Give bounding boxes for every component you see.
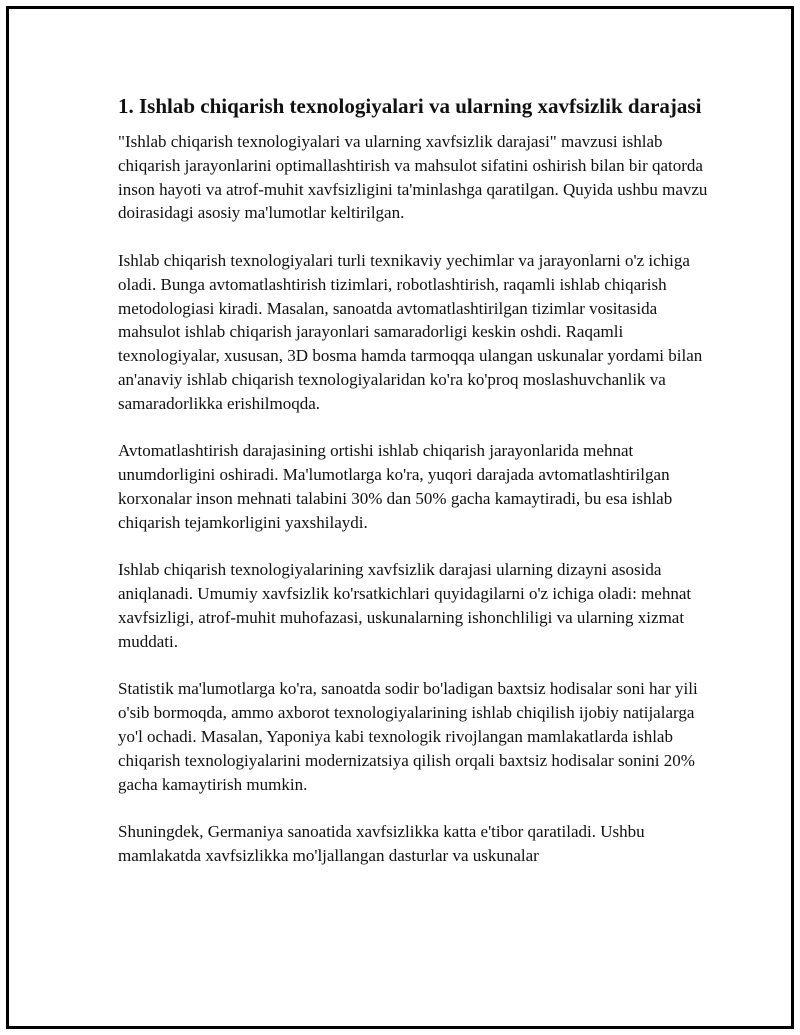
paragraph-intro: "Ishlab chiqarish texnologiyalari va ularning xavfsizlik darajasi" mavzusi ishlab chiqarish jarayonlarini optimallashtirish va mahsulot sifatini oshirish bilan bir qatorda inson hayoti va atrof-muhit xavfsizligini ta'minlashga qaratilgan. Quyida ushbu mavzu doirasidagi asosiy ma'lumotlar keltirilgan. — [118, 132, 708, 223]
paragraph-germany: Shuningdek, Germaniya sanoatida xavfsizlikka katta e'tibor qaratiladi. Ushbu mamlakatda xavfsizlikka mo'ljallangan dasturlar va uskunalar — [118, 822, 645, 865]
paragraph-safety-level: Ishlab chiqarish texnologiyalarining xavfsizlik darajasi ularning dizayni asosida aniqlanadi. Umumiy xavfsizlik ko'rsatkichlari quyidagilarni o'z ichiga oladi: mehnat xavfsizligi, atrof-muhit muhofazasi, uskunalarning ishonchliligi va ularning xizmat muddati. — [118, 560, 692, 651]
paragraph-statistics: Statistik ma'lumotlarga ko'ra, sanoatda sodir bo'ladigan baxtsiz hodisalar soni har yili o'sib bormoqda, ammo axborot texnologiyalarining ishlab chiqilish ijobiy natijalarga yo'l ochadi. Masalan, Yaponiya kabi texnologik rivojlangan mamlakatlarda ishlab chiqarish texnologiyalarini modernizatsiya qilish orqali baxtsiz hodisalar sonini 20% gacha kamaytirish mumkin. — [118, 679, 698, 794]
paragraph-automation: Avtomatlashtirish darajasining ortishi ishlab chiqarish jarayonlarida mehnat unumdorligini oshiradi. Ma'lumotlarga ko'ra, yuqori darajada avtomatlashtirilgan korxonalar inson mehnati talabini 30% dan 50% gacha kamaytiradi, bu esa ishlab chiqarish tejamkorligini yaxshilaydi. — [118, 441, 673, 532]
document-body — [118, 93, 708, 892]
section-heading: 1. Ishlab chiqarish texnologiyalari va ularning xavfsizlik darajasi — [118, 94, 702, 118]
paragraph-technologies: Ishlab chiqarish texnologiyalari turli texnikaviy yechimlar va jarayonlarni o'z ichiga oladi. Bunga avtomatlashtirish tizimlari, robotlashtirish, raqamli ishlab chiqarish metodologiasi kiradi. Masalan, sanoatda avtomatlashtirilgan tizimlar vositasida mahsulot ishlab chiqarish jarayonlari samaradorligi keskin oshdi. Raqamli texnologiyalar, xususan, 3D bosma hamda tarmoqqa ulangan uskunalar yordami bilan an'anaviy ishlab chiqarish texnologiyalaridan ko'ra ko'proq moslashuvchanlik va samaradorlikka erishilmoqda. — [118, 250, 703, 413]
